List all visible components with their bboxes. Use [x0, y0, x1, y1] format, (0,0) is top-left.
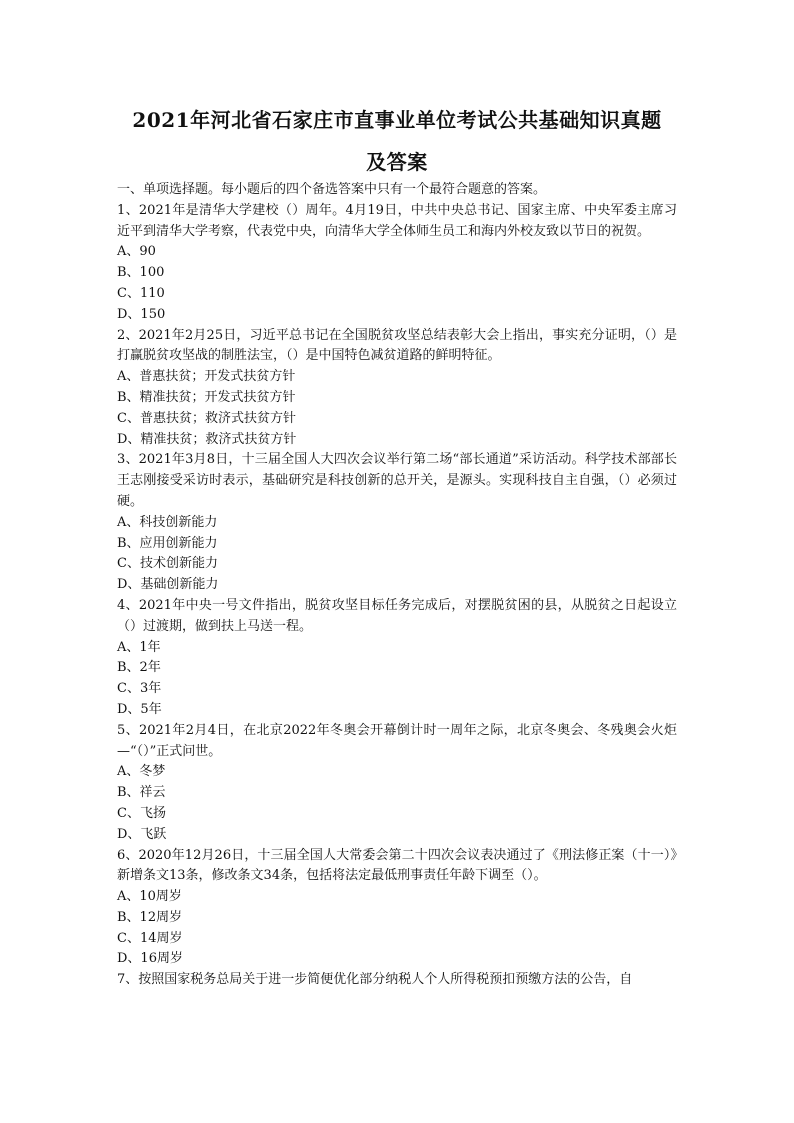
- document-title-line-2: 及答案: [366, 150, 428, 174]
- question-stem: 1、2021年是清华大学建校（）周年。4月19日，中共中央总书记、国家主席、中央军委主席习近平到清华大学考察，代表党中央，向清华大学全体师生员工和海内外校友致以节日的祝贺。: [117, 202, 677, 239]
- option-a: A、1年: [117, 639, 161, 655]
- option-c: C、技术创新能力: [117, 556, 218, 572]
- option-d: D、5年: [117, 701, 162, 717]
- option-c: C、3年: [117, 681, 162, 697]
- question-stem: 4、2021年中央一号文件指出，脱贫攻坚目标任务完成后，对摆脱贫困的县，从脱贫之日起设立（）过渡期，做到扶上马送一程。: [117, 597, 677, 634]
- question-stem: 5、2021年2月4日，在北京2022年冬奥会开幕倒计时一周年之际，北京冬奥会、冬残奥会火炬—“（）”正式问世。: [117, 722, 677, 759]
- option-b: B、应用创新能力: [117, 535, 218, 551]
- question-1: [117, 201, 677, 326]
- question-stem: 7、按照国家税务总局关于进一步简便优化部分纳税人个人所得税预扣预缴方法的公告，自: [117, 972, 633, 988]
- option-b: B、祥云: [117, 785, 166, 801]
- option-b: B、2年: [117, 660, 161, 676]
- option-a: A、90: [117, 244, 156, 260]
- option-d: D、基础创新能力: [117, 577, 219, 593]
- option-c: C、普惠扶贫；救济式扶贫方针: [117, 410, 296, 426]
- option-a: A、普惠扶贫；开发式扶贫方针: [117, 369, 296, 385]
- option-d: D、飞跃: [117, 826, 167, 842]
- option-d: D、150: [117, 306, 166, 322]
- question-3: [117, 450, 677, 596]
- document-body: [117, 180, 677, 991]
- question-stem: 6、2020年12月26日，十三届全国人大常委会第二十四次会议表决通过了《刑法修正案（十一）》新增条文13条，修改条文34条，包括将法定最低刑事责任年龄下调至（）。: [117, 847, 677, 884]
- question-4: [117, 596, 677, 721]
- question-2: [117, 326, 677, 451]
- option-d: D、精准扶贫；救济式扶贫方针: [117, 431, 297, 447]
- option-b: B、100: [117, 265, 165, 281]
- option-b: B、12周岁: [117, 909, 183, 925]
- option-c: C、110: [117, 285, 165, 301]
- question-7: [117, 970, 677, 991]
- option-c: C、飞扬: [117, 805, 166, 821]
- option-a: A、科技创新能力: [117, 514, 218, 530]
- option-d: D、16周岁: [117, 951, 183, 967]
- option-a: A、冬梦: [117, 764, 166, 780]
- question-6: [117, 846, 677, 971]
- section-heading: 一、单项选择题。每小题后的四个备选答案中只有一个最符合题意的答案。: [117, 182, 547, 197]
- document-title-line-1: 2021年河北省石家庄市直事业单位考试公共基础知识真题: [132, 108, 662, 132]
- question-stem: 2、2021年2月25日，习近平总书记在全国脱贫攻坚总结表彰大会上指出，事实充分证明，（）是打赢脱贫攻坚战的制胜法宝，（）是中国特色减贫道路的鲜明特征。: [117, 327, 677, 364]
- option-a: A、10周岁: [117, 889, 182, 905]
- question-stem: 3、2021年3月8日，十三届全国人大四次会议举行第二场“部长通道”采访活动。科学技术部部长王志刚接受采访时表示，基础研究是科技创新的总开关，是源头。实现科技自主自强，（）必须过硬。: [117, 452, 677, 509]
- option-b: B、精准扶贫；开发式扶贫方针: [117, 389, 296, 405]
- question-5: [117, 721, 677, 846]
- option-c: C、14周岁: [117, 930, 183, 946]
